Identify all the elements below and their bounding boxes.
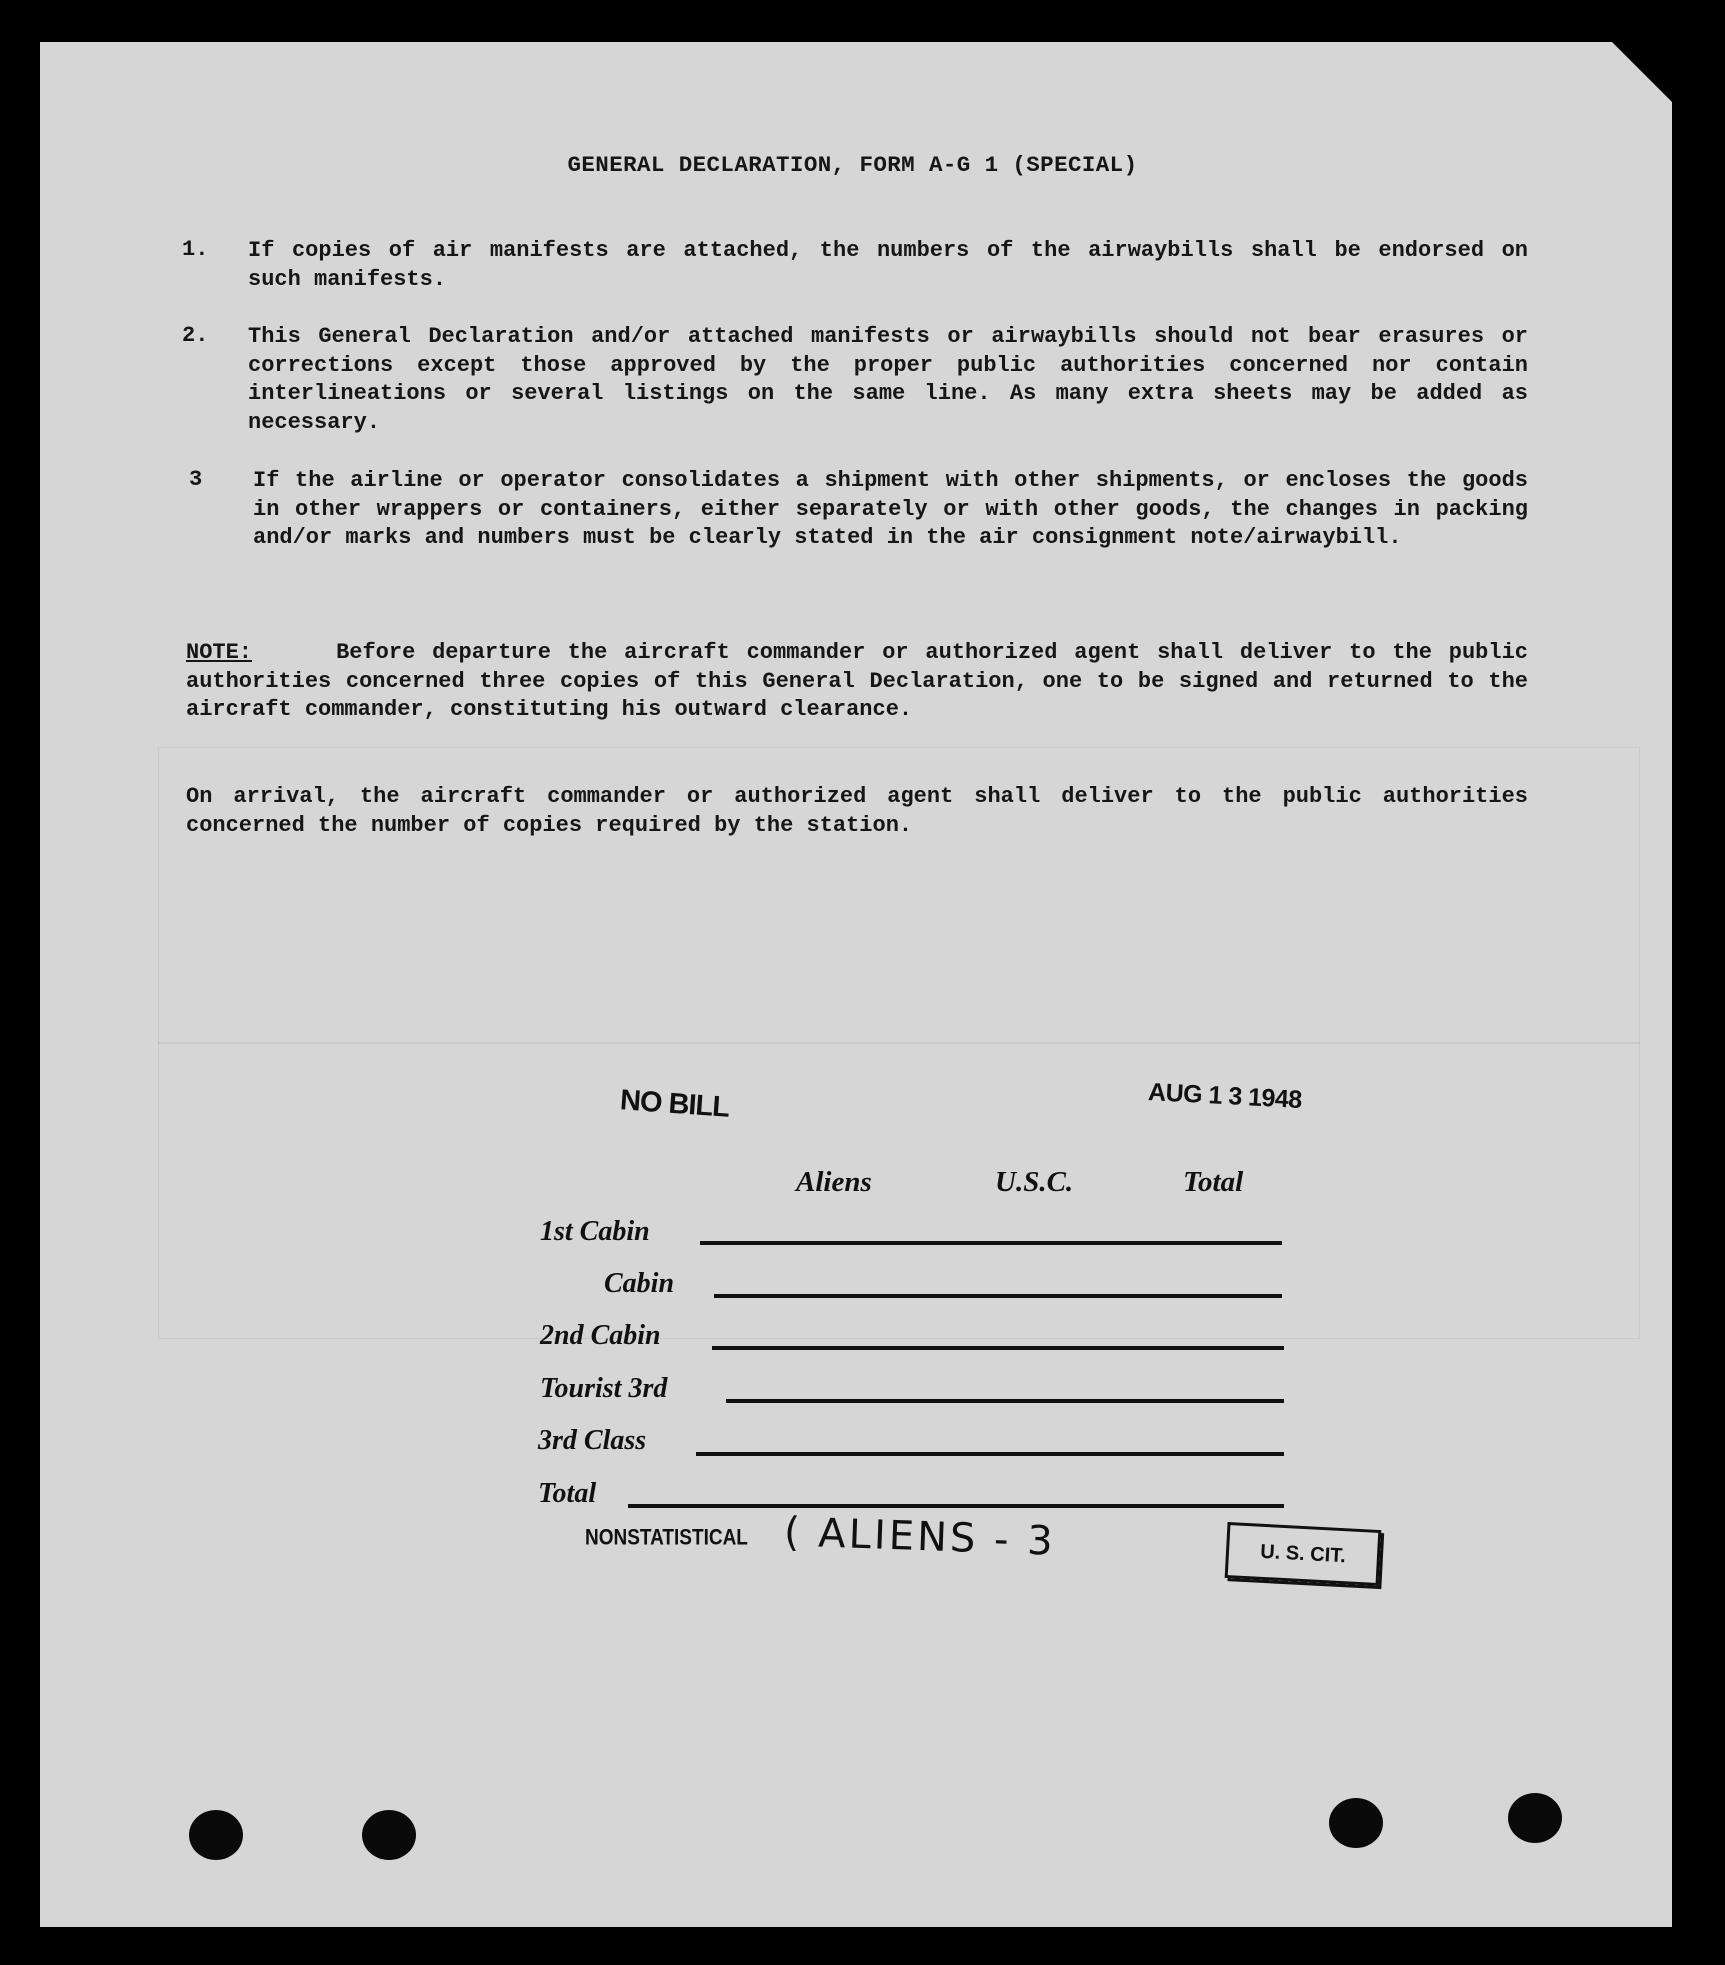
- row-rule: [696, 1452, 1284, 1456]
- punch-hole: [1508, 1793, 1562, 1843]
- item-number: 3: [189, 467, 203, 492]
- us-cit-text: U. S. CIT.: [1259, 1540, 1347, 1568]
- form-title: GENERAL DECLARATION, FORM A-G 1 (SPECIAL): [567, 152, 1138, 178]
- row-rule: [712, 1346, 1284, 1350]
- item-number: 1.: [182, 237, 209, 262]
- row-rule: [726, 1399, 1284, 1403]
- show-through-rule: [158, 1042, 1640, 1044]
- row-label-tourist-3rd: Tourist 3rd: [540, 1373, 668, 1404]
- column-header-total: Total: [1183, 1166, 1244, 1198]
- date-stamp: AUG 1 3 1948: [1147, 1077, 1303, 1115]
- row-label-2nd-cabin: 2nd Cabin: [540, 1320, 661, 1351]
- note-text: Before departure the aircraft commander or authorized agent shall deliver to the public authorities concerned three copies of this General Declaration, one to be signed and returned to the aircraft commander, constituting his outward clearance.: [186, 640, 1528, 722]
- note-label: NOTE:: [186, 640, 253, 665]
- punch-hole: [362, 1810, 416, 1860]
- arrival-paragraph: On arrival, the aircraft commander or authorized agent shall deliver to the public authorities concerned the number of copies required by the station.: [186, 784, 1528, 838]
- column-header-aliens: Aliens: [796, 1166, 872, 1198]
- row-label-1st-cabin: 1st Cabin: [540, 1216, 650, 1247]
- row-label-cabin: Cabin: [604, 1268, 675, 1299]
- note-paragraph: [186, 639, 1528, 725]
- row-label-3rd-class: 3rd Class: [538, 1425, 647, 1456]
- handwritten-aliens-count: ( ALIENS - 3: [783, 1509, 1057, 1565]
- item-text: If copies of air manifests are attached, the numbers of the airwaybills shall be endorsed on such manifests.: [248, 238, 1528, 292]
- us-cit-stamp: [1225, 1522, 1382, 1586]
- punch-hole: [189, 1810, 243, 1860]
- no-bill-stamp: NO BILL: [619, 1084, 731, 1124]
- row-rule: [714, 1294, 1282, 1298]
- row-rule: [700, 1241, 1282, 1245]
- item-text: If the airline or operator consolidates a shipment with other shipments, or encloses the goods in other wrappers or containers, either separately or with other goods, the changes in packing and/or marks and numbers must be clearly stated in the air consignment note/airwaybill.: [253, 468, 1528, 550]
- row-label-total: Total: [538, 1478, 597, 1509]
- row-rule: [628, 1504, 1284, 1508]
- nonstatistical-stamp: NONSTATISTICAL: [585, 1526, 748, 1551]
- punch-hole: [1329, 1798, 1383, 1848]
- item-number: 2.: [182, 323, 209, 348]
- column-header-usc: U.S.C.: [995, 1166, 1074, 1198]
- item-text: This General Declaration and/or attached manifests or airwaybills should not bear erasures or corrections except those approved by the proper public authorities concerned nor contain interlineations or several listings on the same line. As many extra sheets may be added as necessary.: [248, 324, 1528, 435]
